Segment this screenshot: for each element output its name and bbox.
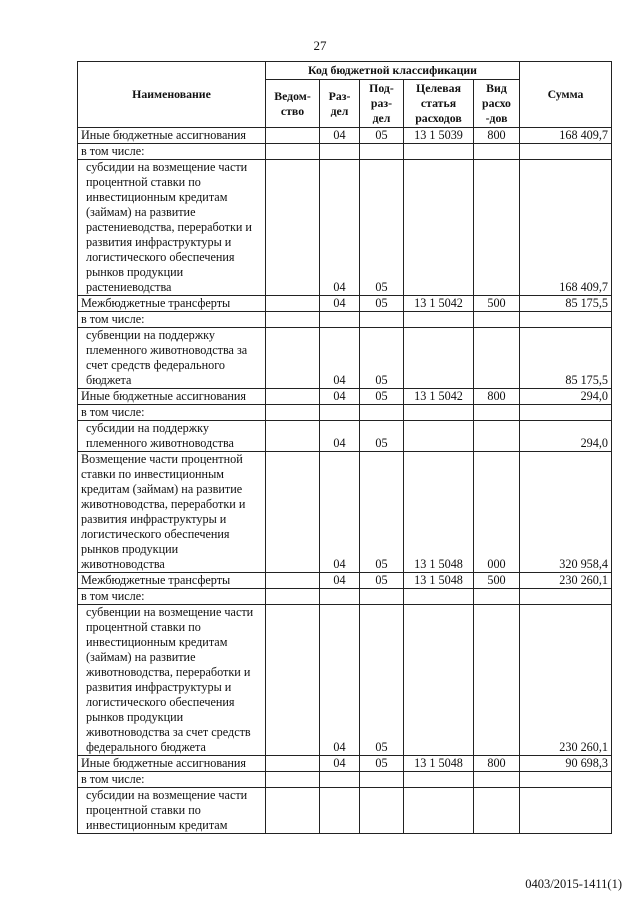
- vid-cell: 000: [474, 452, 520, 573]
- table-row: [78, 756, 612, 772]
- podr-cell: [360, 772, 404, 788]
- ved-cell: [266, 144, 320, 160]
- razd-cell: [320, 788, 360, 834]
- vid-cell: [474, 772, 520, 788]
- table-row: [78, 405, 612, 421]
- sum-cell: 230 260,1: [520, 573, 612, 589]
- podr-cell: 05: [360, 160, 404, 296]
- tsel-cell: [404, 589, 474, 605]
- table-row: [78, 452, 612, 573]
- razd-cell: [320, 312, 360, 328]
- sum-cell: [520, 144, 612, 160]
- table-row: [78, 328, 612, 389]
- vid-cell: 800: [474, 756, 520, 772]
- ved-cell: [266, 788, 320, 834]
- tsel-cell: [404, 312, 474, 328]
- podr-cell: 05: [360, 573, 404, 589]
- podr-cell: 05: [360, 756, 404, 772]
- sum-cell: 230 260,1: [520, 605, 612, 756]
- podr-cell: 05: [360, 128, 404, 144]
- header-tsel: Целевая статья расходов: [404, 80, 474, 128]
- tsel-cell: 13 1 5048: [404, 452, 474, 573]
- ved-cell: [266, 605, 320, 756]
- vid-cell: 500: [474, 296, 520, 312]
- vid-cell: 500: [474, 573, 520, 589]
- sum-cell: [520, 589, 612, 605]
- vid-cell: 800: [474, 389, 520, 405]
- razd-cell: [320, 144, 360, 160]
- name-cell: субвенции на поддержку племенного животноводства за счет средств федерального бюджета: [78, 328, 266, 389]
- razd-cell: 04: [320, 296, 360, 312]
- vid-cell: [474, 144, 520, 160]
- name-cell: субсидии на поддержку племенного животноводства: [78, 421, 266, 452]
- header-podr: Под- раз- дел: [360, 80, 404, 128]
- name-cell: Иные бюджетные ассигнования: [78, 389, 266, 405]
- sum-cell: 85 175,5: [520, 328, 612, 389]
- table-row: [78, 788, 612, 834]
- name-cell: Межбюджетные трансферты: [78, 296, 266, 312]
- name-cell: субсидии на возмещение части процентной ставки по инвестиционным кредитам: [78, 788, 266, 834]
- tsel-cell: 13 1 5048: [404, 573, 474, 589]
- ved-cell: [266, 389, 320, 405]
- razd-cell: 04: [320, 389, 360, 405]
- ved-cell: [266, 573, 320, 589]
- document-code: 0403/2015-1411(1): [525, 877, 622, 891]
- sum-cell: 85 175,5: [520, 296, 612, 312]
- header-ved: Ведом- ство: [266, 80, 320, 128]
- ved-cell: [266, 328, 320, 389]
- vid-cell: [474, 421, 520, 452]
- vid-cell: [474, 788, 520, 834]
- razd-cell: [320, 772, 360, 788]
- name-cell: Межбюджетные трансферты: [78, 573, 266, 589]
- sum-cell: [520, 312, 612, 328]
- sum-cell: 320 958,4: [520, 452, 612, 573]
- header-vid: Вид расхо -дов: [474, 80, 520, 128]
- ved-cell: [266, 421, 320, 452]
- tsel-cell: 13 1 5042: [404, 296, 474, 312]
- table-header: [78, 62, 612, 128]
- tsel-cell: [404, 772, 474, 788]
- podr-cell: 05: [360, 421, 404, 452]
- header-sum: Сумма: [520, 62, 612, 128]
- name-cell: в том числе:: [78, 312, 266, 328]
- table-body: [78, 128, 612, 834]
- name-cell: Иные бюджетные ассигнования: [78, 128, 266, 144]
- page-number: 27: [313, 38, 327, 53]
- vid-cell: [474, 160, 520, 296]
- sum-cell: 90 698,3: [520, 756, 612, 772]
- ved-cell: [266, 589, 320, 605]
- name-cell: Иные бюджетные ассигнования: [78, 756, 266, 772]
- name-cell: в том числе:: [78, 405, 266, 421]
- razd-cell: 04: [320, 573, 360, 589]
- tsel-cell: [404, 144, 474, 160]
- vid-cell: [474, 589, 520, 605]
- sum-cell: 168 409,7: [520, 128, 612, 144]
- razd-cell: 04: [320, 605, 360, 756]
- podr-cell: 05: [360, 452, 404, 573]
- header-classification-group: Код бюджетной классификации: [266, 62, 520, 80]
- sum-cell: [520, 788, 612, 834]
- vid-cell: [474, 312, 520, 328]
- ved-cell: [266, 128, 320, 144]
- razd-cell: 04: [320, 160, 360, 296]
- podr-cell: [360, 405, 404, 421]
- podr-cell: [360, 312, 404, 328]
- tsel-cell: [404, 405, 474, 421]
- razd-cell: 04: [320, 128, 360, 144]
- podr-cell: 05: [360, 296, 404, 312]
- table-row: [78, 389, 612, 405]
- name-cell: в том числе:: [78, 589, 266, 605]
- tsel-cell: [404, 328, 474, 389]
- razd-cell: [320, 589, 360, 605]
- razd-cell: 04: [320, 328, 360, 389]
- sum-cell: [520, 772, 612, 788]
- razd-cell: [320, 405, 360, 421]
- tsel-cell: [404, 788, 474, 834]
- table-row: [78, 573, 612, 589]
- podr-cell: [360, 144, 404, 160]
- podr-cell: 05: [360, 605, 404, 756]
- table-row: [78, 128, 612, 144]
- ved-cell: [266, 296, 320, 312]
- tsel-cell: 13 1 5042: [404, 389, 474, 405]
- ved-cell: [266, 405, 320, 421]
- podr-cell: 05: [360, 389, 404, 405]
- vid-cell: [474, 405, 520, 421]
- tsel-cell: [404, 160, 474, 296]
- name-cell: в том числе:: [78, 144, 266, 160]
- name-cell: Возмещение части процентной ставки по инвестиционным кредитам (займам) на развитие животноводства, переработки и развития инфраструктуры и логистического обеспечения рынков продукции животноводства: [78, 452, 266, 573]
- razd-cell: 04: [320, 756, 360, 772]
- sum-cell: 168 409,7: [520, 160, 612, 296]
- sum-cell: 294,0: [520, 421, 612, 452]
- ved-cell: [266, 160, 320, 296]
- sum-cell: [520, 405, 612, 421]
- tsel-cell: 13 1 5048: [404, 756, 474, 772]
- budget-table: [77, 61, 612, 834]
- header-name: Наименование: [78, 62, 266, 128]
- name-cell: субсидии на возмещение части процентной ставки по инвестиционным кредитам (займам) на развитие растениеводства, переработки и развития инфраструктуры и логистического обеспечения рынков продукции растениеводства: [78, 160, 266, 296]
- tsel-cell: 13 1 5039: [404, 128, 474, 144]
- header-razd: Раз- дел: [320, 80, 360, 128]
- vid-cell: [474, 328, 520, 389]
- vid-cell: [474, 605, 520, 756]
- table-row: [78, 772, 612, 788]
- table-row: [78, 421, 612, 452]
- podr-cell: [360, 589, 404, 605]
- razd-cell: 04: [320, 452, 360, 573]
- table-row: [78, 296, 612, 312]
- ved-cell: [266, 756, 320, 772]
- ved-cell: [266, 452, 320, 573]
- table-row: [78, 605, 612, 756]
- ved-cell: [266, 772, 320, 788]
- table-row: [78, 312, 612, 328]
- ved-cell: [266, 312, 320, 328]
- vid-cell: 800: [474, 128, 520, 144]
- table-row: [78, 160, 612, 296]
- name-cell: в том числе:: [78, 772, 266, 788]
- tsel-cell: [404, 421, 474, 452]
- podr-cell: [360, 788, 404, 834]
- table-row: [78, 144, 612, 160]
- podr-cell: 05: [360, 328, 404, 389]
- razd-cell: 04: [320, 421, 360, 452]
- name-cell: субвенции на возмещение части процентной ставки по инвестиционным кредитам (займам) на развитие животноводства, переработки и развития инфраструктуры и логистического обеспечения рынков продукции животноводства за счет средств федерального бюджета: [78, 605, 266, 756]
- table-row: [78, 589, 612, 605]
- tsel-cell: [404, 605, 474, 756]
- sum-cell: 294,0: [520, 389, 612, 405]
